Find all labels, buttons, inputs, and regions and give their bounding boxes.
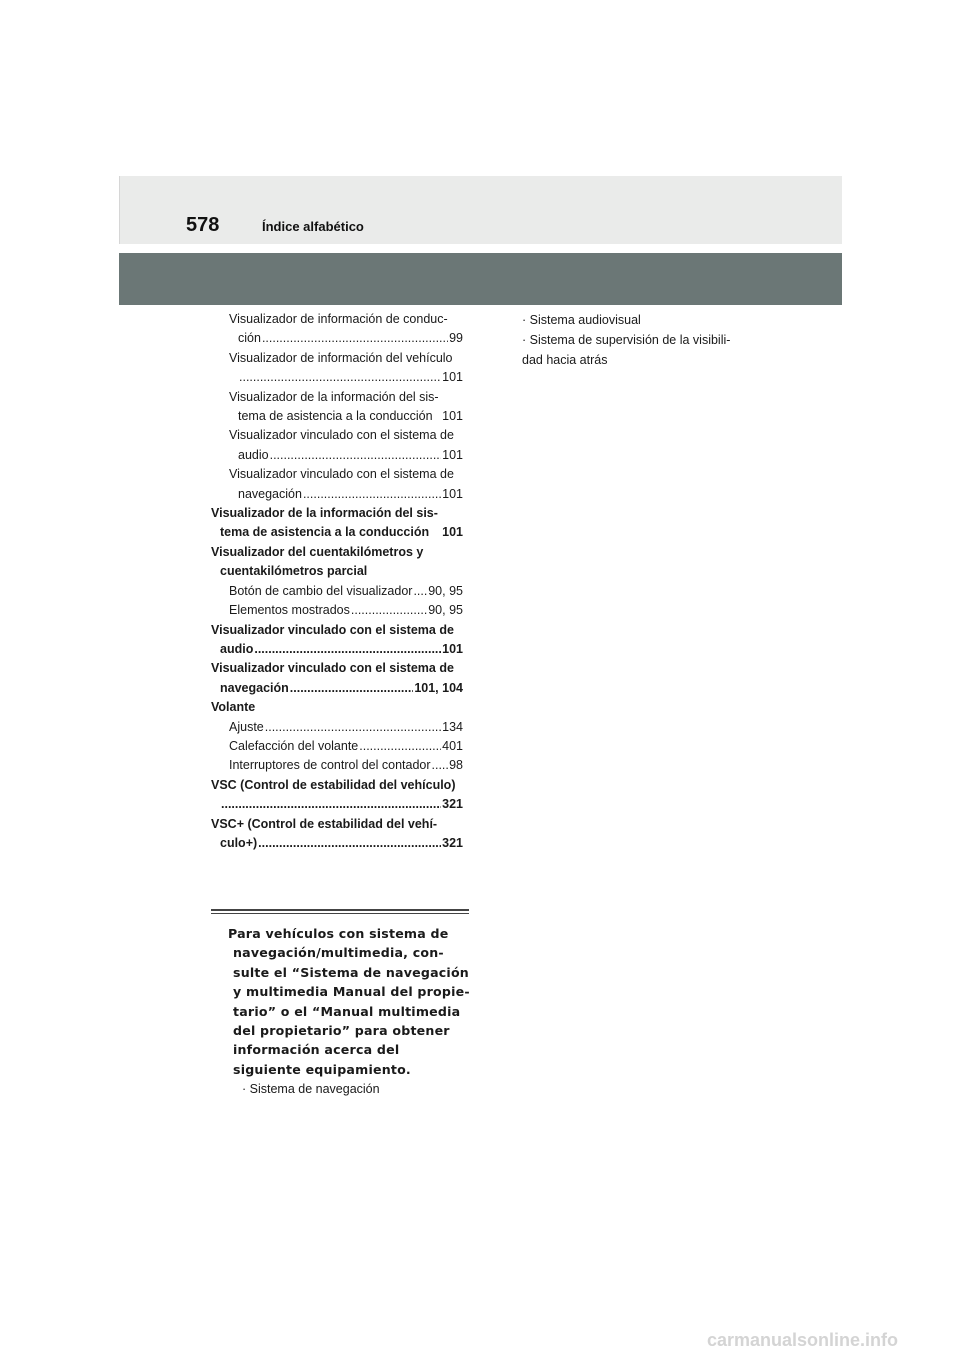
index-entry — [211, 815, 463, 854]
header-edge-line — [119, 176, 120, 244]
index-entry — [211, 621, 463, 660]
section-title: Índice alfabético — [262, 219, 364, 234]
index-entry-text: ción — [238, 331, 261, 346]
index-entry-line — [211, 562, 463, 581]
note-heading-line: tario” o el “Manual multimedia — [233, 1003, 461, 1019]
index-entry-line — [211, 543, 463, 562]
note-rule-thin — [211, 913, 469, 914]
note-bullet-item: · Sistema de navegación — [242, 1082, 380, 1096]
note-bullet-line: dad hacia atrás — [522, 353, 608, 367]
index-entry — [211, 349, 463, 388]
index-entry — [211, 388, 463, 427]
index-entry-text: Visualizador de la información del sis- — [211, 506, 438, 521]
index-entry — [211, 737, 463, 756]
index-entry-line — [229, 718, 463, 737]
index-entry-text: Visualizador vinculado con el sistema de — [211, 622, 454, 637]
header-band — [119, 176, 842, 244]
index-entry — [211, 718, 463, 737]
note-heading-line: información acerca del — [233, 1042, 400, 1058]
dot-leader — [351, 601, 427, 620]
index-entry-text: Elementos mostrados — [229, 603, 350, 618]
dot-leader — [262, 329, 448, 348]
index-entry-line — [229, 407, 463, 426]
index-entry-line — [211, 698, 463, 717]
index-entry-line — [211, 815, 463, 834]
index-entry-line — [229, 329, 463, 348]
note-items-right — [522, 310, 752, 370]
index-page-ref: 321 — [442, 835, 463, 850]
index-entry-text: VSC+ (Control de estabilidad del vehí- — [211, 816, 438, 831]
note-heading-line: y multimedia Manual del propie- — [233, 984, 470, 1000]
watermark: carmanualsonline.info — [707, 1330, 899, 1350]
note-items-left — [242, 1080, 380, 1099]
dot-leader — [432, 756, 449, 775]
index-entry — [211, 465, 463, 504]
index-page-ref: 98 — [449, 758, 463, 773]
index-entry-line — [211, 679, 463, 698]
index-entry-line — [229, 426, 463, 445]
dot-leader — [290, 679, 414, 698]
index-page-ref: 99 — [449, 331, 463, 346]
index-entry-text: Botón de cambio del visualizador — [229, 583, 413, 598]
index-entry-line — [229, 601, 463, 620]
index-entry-text: Ajuste — [229, 719, 264, 734]
note-heading-line: Para vehículos con sistema de — [228, 926, 449, 941]
index-page-ref: 101 — [442, 641, 463, 656]
index-page-ref: 321 — [442, 797, 463, 812]
index-entry-text: Visualizador de información de conduc- — [229, 312, 448, 326]
section-band — [119, 253, 842, 305]
index-entry-line — [229, 465, 463, 484]
note-heading — [228, 924, 468, 1079]
index-entry-line — [211, 659, 463, 678]
index-entry-text: cuentakilómetros parcial — [220, 564, 368, 579]
note-heading-line: del propietario” para obtener — [233, 1023, 450, 1039]
dot-leader — [221, 795, 441, 814]
index-page-ref: 90, 95 — [428, 583, 463, 598]
index-entry-line — [229, 349, 463, 368]
index-entry-text: VSC (Control de estabilidad del vehículo) — [211, 777, 456, 792]
note-heading-line: navegación/multimedia, con- — [233, 945, 444, 961]
index-page-ref: 101 — [442, 486, 463, 501]
index-entry-line — [229, 756, 463, 775]
index-entry-text: navegación — [220, 680, 289, 695]
index-entry-text: Visualizador de información del vehículo — [229, 350, 453, 365]
index-entry — [211, 698, 463, 717]
note-heading-line: siguiente equipamiento. — [233, 1061, 411, 1077]
index-entry — [211, 543, 463, 582]
index-entry-line — [211, 776, 463, 795]
page-number: 578 — [186, 214, 220, 236]
index-entry-line — [229, 446, 463, 465]
index-entry-text: audio — [220, 641, 254, 656]
index-entry — [211, 426, 463, 465]
index-entry-line — [229, 388, 463, 407]
index-page-ref: 134 — [442, 719, 463, 734]
index-entry-text: Visualizador vinculado con el sistema de — [211, 661, 454, 676]
index-entry-text: Visualizador de la información del sis- — [229, 389, 439, 404]
index-entry — [211, 582, 463, 601]
index-entry-text: Visualizador del cuentakilómetros y — [211, 544, 424, 559]
index-entry-text: Visualizador vinculado con el sistema de — [229, 467, 454, 482]
index-entry-line — [229, 485, 463, 504]
index-entry-line — [229, 582, 463, 601]
note-bullet-line: · Sistema de supervisión de la visibili- — [522, 333, 731, 347]
index-entry-line — [211, 640, 463, 659]
index-entry — [211, 601, 463, 620]
index-entry-text: tema de asistencia a la conducción — [238, 409, 433, 424]
index-entry-text: Volante — [211, 700, 256, 715]
dot-leader — [265, 718, 441, 737]
index-entry-text: culo+) — [220, 835, 258, 850]
index-entry — [211, 310, 463, 349]
dot-leader — [270, 446, 442, 465]
index-entry — [211, 756, 463, 775]
note-bullet-item — [522, 310, 752, 330]
index-entry-text: Calefacción del volante — [229, 738, 359, 753]
index-page-ref: 101 — [442, 447, 463, 462]
index-page-ref: 101 — [442, 525, 463, 540]
dot-leader — [413, 582, 427, 601]
index-entry-text: audio — [238, 447, 269, 462]
dot-leader — [254, 640, 441, 659]
index-page-ref: 90, 95 — [428, 603, 463, 618]
note-rule — [211, 909, 469, 911]
index-entry-text: Visualizador vinculado con el sistema de — [229, 428, 454, 443]
index-entry-line — [211, 834, 463, 853]
index-entry — [211, 504, 463, 543]
index-entry-line — [229, 737, 463, 756]
dot-leader — [239, 368, 441, 387]
note-bullet-line: · Sistema audiovisual — [522, 313, 641, 327]
index-entry-text: Interruptores de control del contador — [229, 758, 431, 773]
dot-leader — [258, 834, 441, 853]
index-entry-line — [211, 504, 463, 523]
dot-leader — [359, 737, 441, 756]
index-entry-line — [229, 310, 463, 329]
index-page-ref: 101 — [442, 370, 463, 385]
index-entry-line — [211, 795, 463, 814]
index-page-ref: 101, 104 — [414, 680, 463, 695]
note-bullet-item — [522, 330, 752, 370]
note-heading-line: sulte el “Sistema de navegación — [233, 964, 469, 980]
index-entry — [211, 659, 463, 698]
index-entry-text: navegación — [238, 486, 302, 501]
index-entry-line — [211, 523, 463, 542]
index-entry — [211, 776, 463, 815]
index-column — [211, 310, 463, 853]
index-entry-line — [229, 368, 463, 387]
index-entry-text: tema de asistencia a la conducción — [220, 525, 430, 540]
dot-leader — [303, 485, 441, 504]
index-page-ref: 401 — [442, 738, 463, 753]
index-page-ref: 101 — [442, 409, 463, 424]
index-entry-line — [211, 621, 463, 640]
